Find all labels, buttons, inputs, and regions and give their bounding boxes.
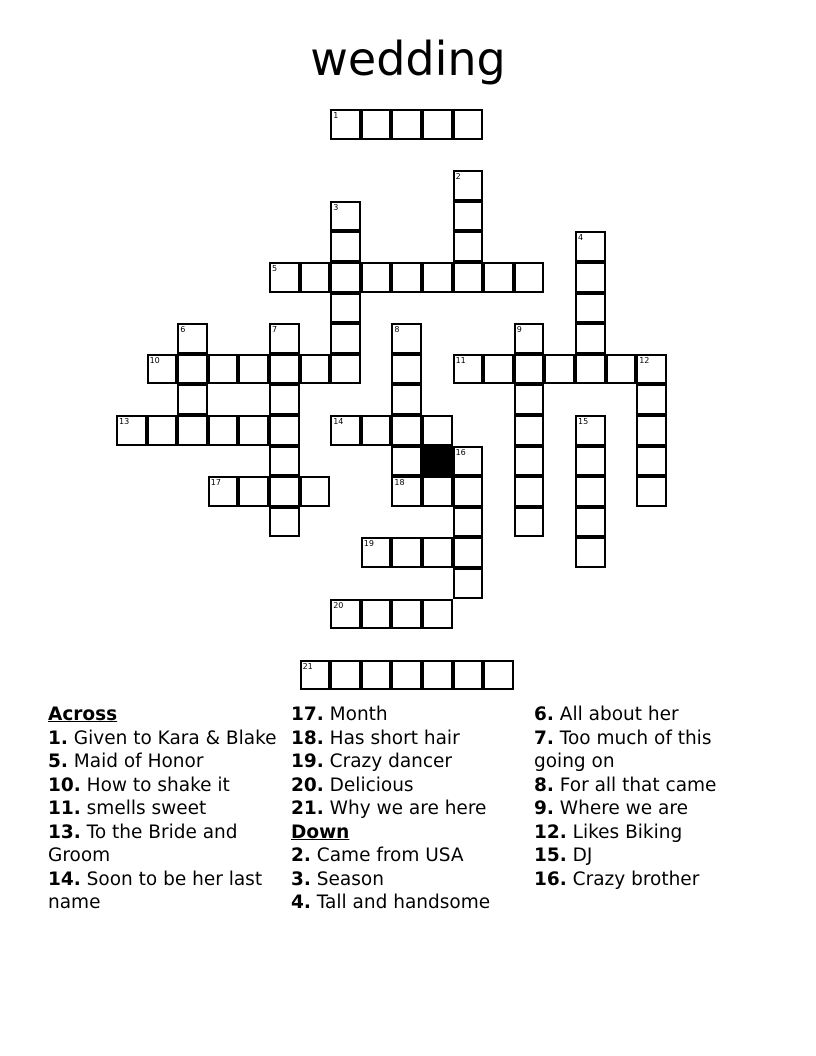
clue-number: 12 [639,355,650,365]
grid-cell[interactable] [391,476,422,507]
grid-cell[interactable] [361,599,392,630]
clue-number: 8 [394,325,400,335]
clue-text: DJ [572,845,593,866]
grid-cell[interactable] [575,476,606,507]
clue-text: Crazy brother [572,868,700,890]
clue-number: 17 [210,478,221,488]
clue-number-label: 19. [291,751,324,772]
clue-number-label: 13. [48,821,81,843]
down-clue [291,891,526,915]
grid-cell[interactable] [453,660,484,691]
clue-text: For all that came [559,774,717,796]
grid-cell[interactable] [269,476,300,507]
grid-cell[interactable] [636,446,667,477]
grid-cell[interactable] [544,354,575,385]
clue-text: Too much of this going on [534,727,712,772]
grid-cell[interactable] [330,201,361,232]
clue-text: Why we are here [329,798,487,819]
clues-column-2 [291,703,526,915]
grid-cell[interactable] [208,354,239,385]
grid-cell[interactable] [422,415,453,446]
grid-cell[interactable] [330,354,361,385]
grid-cell[interactable] [453,476,484,507]
clue-number-label: 5. [48,751,68,772]
grid-cell[interactable] [514,262,545,293]
clues-column-3 [534,703,764,891]
grid-cell[interactable] [636,354,667,385]
grid-cell[interactable] [391,323,422,354]
grid-cell[interactable] [300,660,331,691]
black-cell [422,446,453,477]
clue-number-label: 7. [534,727,554,749]
grid-cell[interactable] [636,476,667,507]
clue-number-label: 15. [534,845,567,866]
grid-cell[interactable] [300,476,331,507]
clue-number: 21 [302,661,313,671]
grid-cell[interactable] [575,415,606,446]
grid-cell[interactable] [330,293,361,324]
clue-text: Maid of Honor [73,751,204,772]
clue-number: 15 [578,417,589,426]
clue-number-label: 20. [291,774,324,796]
clue-number-label: 16. [534,868,567,890]
grid-cell[interactable] [391,262,422,293]
grid-cell[interactable] [177,384,208,415]
across-clue [48,774,278,798]
down-clue [534,703,764,727]
grid-cell[interactable] [453,231,484,262]
clue-text: Tall and handsome [316,892,491,913]
across-clue [291,774,526,798]
clue-number: 19 [363,539,374,549]
clue-text: Soon to be her last name [48,868,263,913]
grid-cell[interactable] [391,109,422,140]
grid-cell[interactable] [483,262,514,293]
grid-cell[interactable] [147,415,178,446]
clue-text: Has short hair [329,727,460,749]
grid-cell[interactable] [269,384,300,415]
clues-column-1 [48,703,278,915]
grid-cell[interactable] [208,476,239,507]
grid-cell[interactable] [483,660,514,691]
down-clue [291,868,526,892]
clue-number: 16 [455,447,466,457]
grid-cell[interactable] [575,446,606,477]
clue-number-label: 17. [291,704,324,725]
grid-cell[interactable] [177,323,208,354]
grid-cell[interactable] [453,201,484,232]
clue-number-label: 8. [534,774,554,796]
clue-number: 4 [578,233,584,243]
grid-cell[interactable] [514,476,545,507]
clue-text: Season [316,868,384,890]
grid-cell[interactable] [391,446,422,477]
grid-cell[interactable] [453,568,484,599]
grid-cell[interactable] [422,599,453,630]
across-clue [291,727,526,751]
grid-cell[interactable] [269,415,300,446]
down-clue [534,868,764,892]
clue-text: Delicious [329,774,414,796]
across-clue [291,797,526,821]
grid-cell[interactable] [453,446,484,477]
clue-text: Where we are [559,798,688,819]
down-clue [291,844,526,868]
puzzle-title: wedding [310,32,506,86]
clue-text: Came from USA [316,845,464,866]
grid-cell[interactable] [361,415,392,446]
clue-number-label: 10. [48,774,81,796]
grid-cell[interactable] [514,446,545,477]
clue-number: 13 [119,417,130,426]
clue-number-label: 21. [291,798,324,819]
grid-cell[interactable] [177,354,208,385]
across-clue [48,797,278,821]
grid-cell[interactable] [422,660,453,691]
across-clue [48,868,278,915]
clue-number-label: 18. [291,727,324,749]
grid-cell[interactable] [177,415,208,446]
clue-number-label: 11. [48,798,81,819]
clue-text: Month [329,704,388,725]
grid-cell[interactable] [208,415,239,446]
grid-cell[interactable] [575,354,606,385]
grid-cell[interactable] [575,262,606,293]
clue-number: 6 [180,325,186,335]
grid-cell[interactable] [575,293,606,324]
down-clue [534,821,764,845]
grid-cell[interactable] [269,262,300,293]
clue-text: Likes Biking [572,821,683,843]
across-clue [48,727,278,751]
clue-number: 20 [333,600,344,610]
grid-cell[interactable] [514,415,545,446]
clue-number: 3 [333,202,339,212]
grid-cell[interactable] [453,354,484,385]
grid-cell[interactable] [330,599,361,630]
down-heading: Down [291,821,350,843]
clue-number: 14 [333,417,344,426]
clue-text: Given to Kara & Blake [73,727,277,749]
grid-cell[interactable] [453,109,484,140]
grid-cell[interactable] [238,476,269,507]
clue-number-label: 2. [291,845,311,866]
grid-cell[interactable] [300,262,331,293]
grid-cell[interactable] [391,599,422,630]
grid-cell[interactable] [453,170,484,201]
grid-cell[interactable] [514,507,545,538]
grid-cell[interactable] [391,354,422,385]
grid-cell[interactable] [330,660,361,691]
clue-text: To the Bride and Groom [48,821,238,866]
grid-cell[interactable] [269,446,300,477]
clue-number: 18 [394,478,405,488]
grid-cell[interactable] [422,262,453,293]
clue-number-label: 3. [291,868,311,890]
clue-number: 1 [333,111,339,120]
clue-text: How to shake it [86,774,230,796]
grid-cell[interactable] [269,507,300,538]
grid-cell[interactable] [453,537,484,568]
clue-number-label: 12. [534,821,567,843]
grid-cell[interactable] [300,354,331,385]
grid-cell[interactable] [361,262,392,293]
clue-text: All about her [559,704,679,725]
grid-cell[interactable] [422,476,453,507]
grid-cell[interactable] [361,109,392,140]
grid-cell[interactable] [361,660,392,691]
clue-number-label: 4. [291,892,311,913]
clue-text: smells sweet [86,798,207,819]
clue-number-label: 1. [48,727,68,749]
grid-cell[interactable] [330,231,361,262]
grid-cell[interactable] [514,354,545,385]
clue-number: 11 [455,355,466,365]
grid-cell[interactable] [391,537,422,568]
grid-cell[interactable] [391,415,422,446]
clue-number: 7 [272,325,278,335]
clue-number: 2 [455,172,461,182]
clue-number: 5 [272,264,278,273]
grid-cell[interactable] [116,415,147,446]
across-clue [48,750,278,774]
grid-cell[interactable] [330,262,361,293]
grid-cell[interactable] [514,323,545,354]
grid-cell[interactable] [330,323,361,354]
down-clue [534,797,764,821]
clue-number-label: 6. [534,704,554,725]
grid-cell[interactable] [453,262,484,293]
grid-cell[interactable] [636,415,667,446]
grid-cell[interactable] [636,384,667,415]
grid-cell[interactable] [238,415,269,446]
clue-text: Crazy dancer [329,751,453,772]
grid-cell[interactable] [391,660,422,691]
clue-number-label: 14. [48,868,81,890]
across-clue [291,703,526,727]
grid-cell[interactable] [453,507,484,538]
grid-cell[interactable] [606,354,637,385]
grid-cell[interactable] [422,109,453,140]
grid-cell[interactable] [422,537,453,568]
across-clue [291,750,526,774]
grid-cell[interactable] [575,537,606,568]
grid-cell[interactable] [330,415,361,446]
grid-cell[interactable] [147,354,178,385]
clue-number-label: 9. [534,798,554,819]
grid-cell[interactable] [269,323,300,354]
clue-number: 10 [149,355,160,365]
grid-cell[interactable] [483,354,514,385]
down-clue [534,844,764,868]
grid-cell[interactable] [575,323,606,354]
down-clue [534,727,764,774]
grid-cell[interactable] [269,354,300,385]
grid-cell[interactable] [575,507,606,538]
grid-cell[interactable] [514,384,545,415]
clue-number: 9 [516,325,522,335]
grid-cell[interactable] [361,537,392,568]
down-clue [534,774,764,798]
grid-cell[interactable] [575,231,606,262]
grid-cell[interactable] [238,354,269,385]
grid-cell[interactable] [330,109,361,140]
across-clue [48,821,278,868]
across-heading: Across [48,704,118,725]
grid-cell[interactable] [391,384,422,415]
